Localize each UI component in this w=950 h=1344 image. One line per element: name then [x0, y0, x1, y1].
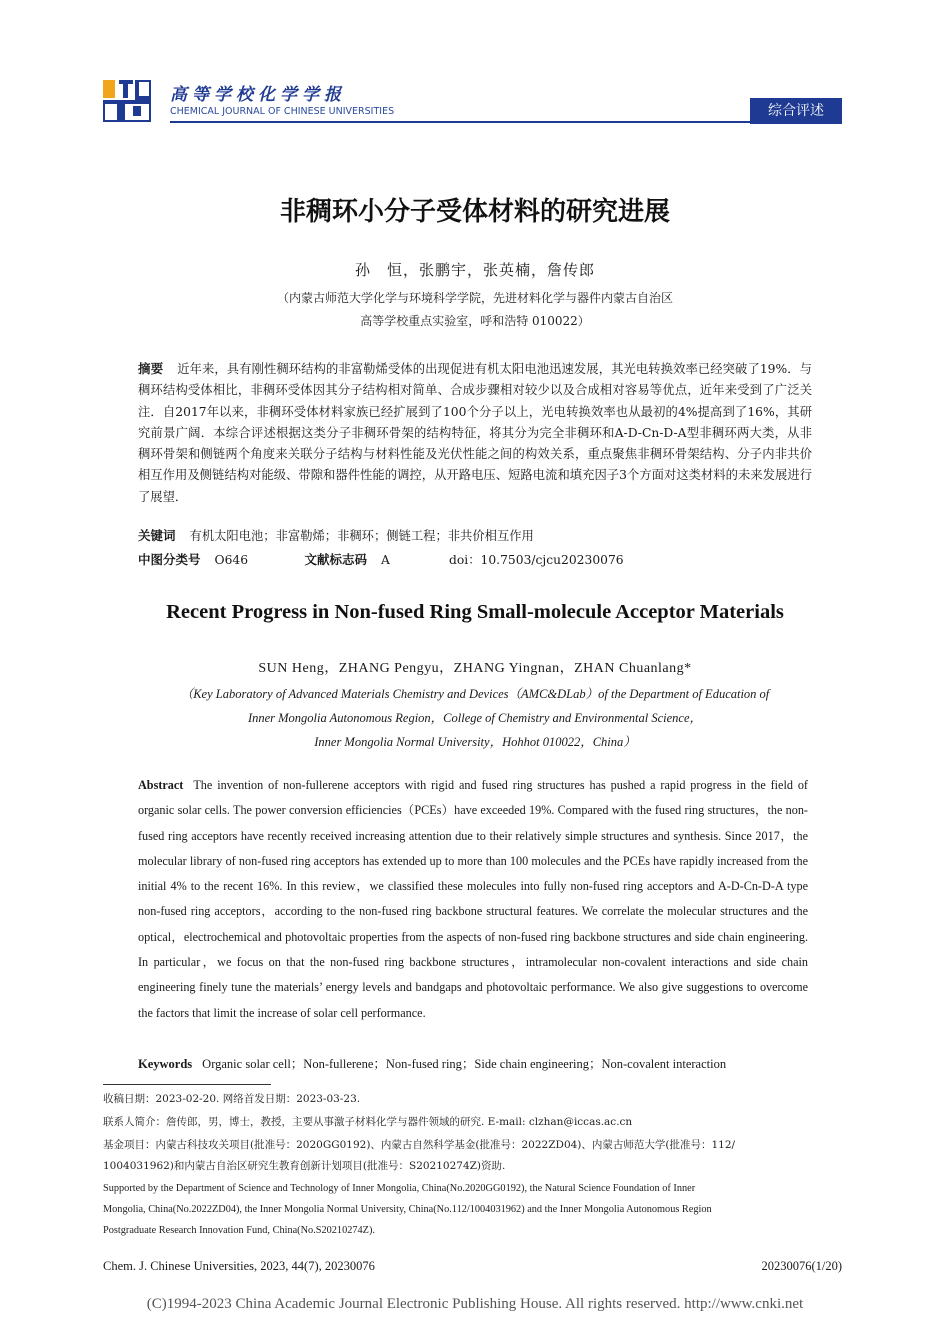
keywords-cn-text: 有机太阳电池；非富勒烯；非稠环；侧链工程；非共价相互作用 [189, 529, 534, 543]
journal-logo [103, 80, 151, 122]
abstract-en-label: Abstract [138, 778, 184, 792]
section-badge: 综合评述 [750, 98, 842, 124]
footnote-received: 收稿日期：2023-02-20. 网络首发日期：2023-03-23. [103, 1093, 361, 1105]
doc-code-label: 文献标志码 [304, 552, 368, 567]
abstract-en-text: The invention of non-fullerene acceptors with rigid and fused ring structures has pushed a rapid progress in the field of organic solar cells. The power conversion efficiencies（PCEs）have exceeded 19%. Compared with the fused ring structures，the non-fused ring acceptors have recently received increasing attention due to their relatively simple structures and synthesis. Since 2017，the molecular library of non-fused ring acceptors has extended up to more than 100 molecules and the PCEs have rapidly increased from the initial 4% to the recent 16%. In this review，we classified these molecules into fully non-fused ring acceptors and A-D-Cn-D-A type non-fused ring acceptors，according to the non-fused ring backbone structural features. We correlate the molecular structures and the optical，electrochemical and photovoltaic properties from the aspects of non-fused ring backbone structures and side chain engineering. In particular，we focus on that the non-fused ring backbone structures，intramolecular non-covalent interactions and side chain engineering finely tune the materials’ energy levels and bandgaps and photovoltaic performance. We also give suggestions to overcome the factors that limit the increase of solar cell performance. [138, 778, 808, 1020]
page-number: 20230076(1/20) [761, 1259, 842, 1273]
authors-en: SUN Heng，ZHANG Pengyu，ZHANG Yingnan，ZHAN Chuanlang* [258, 661, 692, 676]
affiliation-cn-line-1: （内蒙古师范大学化学与环境科学学院，先进材料化学与器件内蒙古自治区 [276, 291, 673, 305]
journal-title-en: CHEMICAL JOURNAL OF CHINESE UNIVERSITIES [170, 106, 395, 117]
affiliation-cn-line-2: 高等学校重点实验室，呼和浩特 010022） [360, 314, 590, 328]
keywords-cn-label: 关键词 [138, 528, 176, 543]
affiliation-en-line-3: Inner Mongolia Normal University，Hohhot 010022，China） [314, 735, 636, 749]
clc-label: 中图分类号 [138, 552, 201, 567]
classification-row [138, 550, 624, 568]
keywords-cn [138, 526, 534, 544]
affiliation-en-line-1: （Key Laboratory of Advanced Materials Chemistry and Devices（AMC&DLab）of the Department of Education of [180, 687, 770, 701]
abstract-cn [138, 358, 812, 508]
paper-title-cn: 非稠环小分子受体材料的研究进展 [279, 197, 670, 227]
footnote-funding-cn-1: 基金项目：内蒙古科技攻关项目(批准号：2020GG0192)、内蒙古自然科学基金(批准号：2022ZD04)、内蒙古师范大学(批准号：112/ [103, 1139, 736, 1151]
doc-code-value: A [381, 553, 390, 567]
footnote-divider [103, 1084, 271, 1085]
abstract-cn-text: 近年来，具有刚性稠环结构的非富勒烯受体的出现促进有机太阳电池迅速发展，其光电转换效率已经突破了19%．与稠环结构受体相比，非稠环受体因其分子结构相对简单、合成步骤相对较少以及合成相对容易等优点，近年来受到了广泛关注．自2017年以来，非稠环受体材料家族已经扩展到了100个分子以上，光电转换效率也从最初的4%提高到了16%，其研究前景广阔．本综合评述根据这类分子非稠环骨架的结构特征，将其分为完全非稠环和A-D-Cn-D-A型非稠环两大类，从非稠环骨架和侧链两个角度来关联分子结构与材料性能及光伏性能之间的构效关系，重点聚焦非稠环骨架结构、分子内非共价相互作用及侧链结构对能级、带隙和器件性能的调控，从开路电压、短路电流和填充因子3个方面对这类材料的未来发展进行了展望． [138, 362, 812, 504]
footnote-funding-en-1: Supported by the Department of Science and Technology of Inner Mongolia, China(No.2020GG0192), the Natural Science Foundation of Inner [103, 1183, 696, 1194]
keywords-en-text: Organic solar cell；Non-fullerene；Non-fused ring；Side chain engineering；Non-covalent interaction [202, 1057, 727, 1071]
journal-title-cn: 高等学校化学学报 [170, 85, 346, 105]
keywords-en-label: Keywords [138, 1057, 193, 1071]
footnote-funding-cn-2: 1004031962)和内蒙古自治区研究生教育创新计划项目(批准号：S20210274Z)资助. [103, 1160, 506, 1172]
clc-value: O646 [214, 553, 249, 567]
doi-link[interactable]: doi：10.7503/cjcu20230076 [449, 553, 624, 567]
copyright-notice: (C)1994-2023 China Academic Journal Electronic Publishing House. All rights reserved. http://www.cnki.net [146, 1296, 804, 1312]
keywords-en [138, 1054, 726, 1072]
abstract-en [138, 773, 808, 1026]
affiliation-en-line-2: Inner Mongolia Autonomous Region，College of Chemistry and Environmental Science， [247, 711, 703, 725]
footnote-funding-en-3: Postgraduate Research Innovation Fund, China(No.S20210274Z). [103, 1225, 375, 1236]
citation: Chem. J. Chinese Universities, 2023, 44(7), 20230076 [103, 1259, 375, 1273]
footnote-funding-en-2: Mongolia, China(No.2022ZD04), the Inner Mongolia Normal University, China(No.112/1004031962) and the Inner Mongolia Autonomous Region [103, 1204, 712, 1215]
authors-cn: 孙 恒，张鹏宇，张英楠，詹传郎 [354, 261, 595, 279]
abstract-cn-label: 摘要 [138, 361, 164, 376]
header-divider [170, 121, 750, 123]
footnote-contact: 联系人简介：詹传郎，男，博士，教授，主要从事激子材料化学与器件领域的研究. E-mail: clzhan@iccas.ac.cn [103, 1116, 633, 1128]
paper-title-en: Recent Progress in Non-fused Ring Small-molecule Acceptor Materials [166, 601, 784, 623]
